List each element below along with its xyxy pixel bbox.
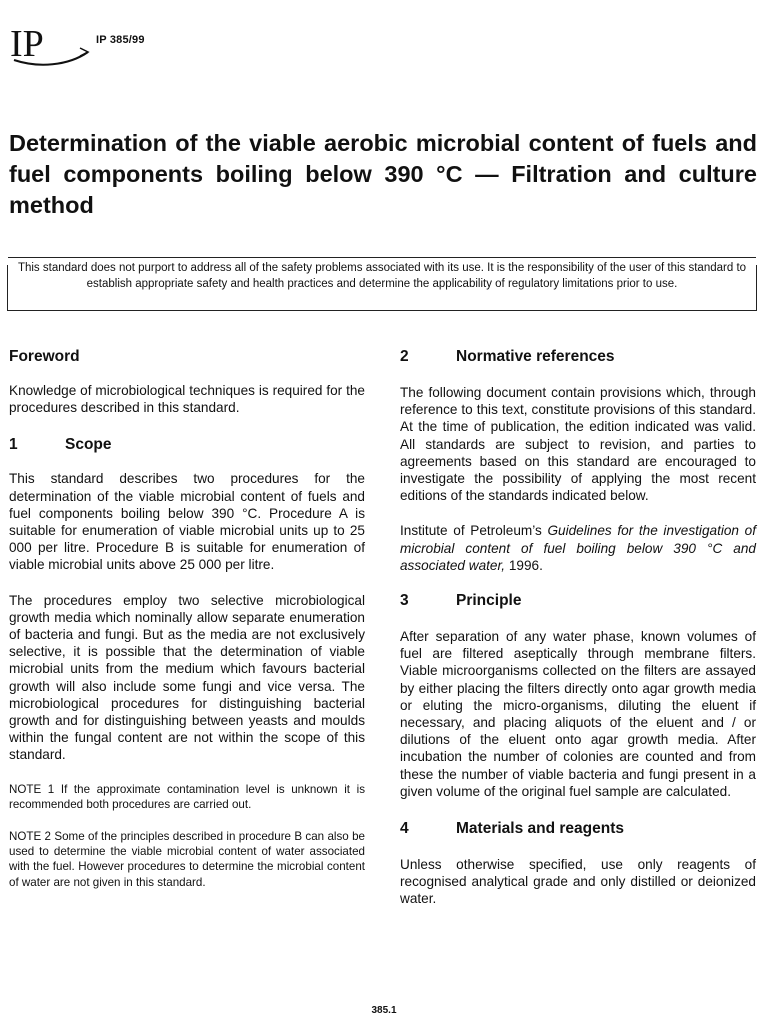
section-heading-foreword (9, 346, 365, 368)
heading-text: Principle (456, 592, 522, 610)
section-heading-normative-references (400, 346, 756, 368)
scope-paragraph-2: The procedures employ two selective microbiological growth media which nominally allow separate enumeration of bacteria and fungi. But as the media are not exclusively selective, it is possible that the determination of viable microbial units from the medium which favours bacterial growth will also include some fungi and vice versa. The microbiological procedures for distinguishing bacterial growth and for distinguishing between yeasts and moulds within the fungal content are not within the scope of this standard. (9, 592, 365, 763)
scope-paragraph-1: This standard describes two procedures for the determination of the viable microbial content of fuels and fuel components boiling below 390 °C. Procedure A is suitable for enumeration of viable microbial units up to 25 000 per litre. Procedure B is suitable for enumeration of viable microbial units above 25 000 per litre. (9, 471, 365, 573)
heading-text: Normative references (456, 348, 615, 365)
reference-year: 1996. (505, 557, 543, 573)
note-1: NOTE 1 If the approximate contamination level is unknown it is recommended both procedures are carried out. (9, 782, 365, 811)
section-heading-scope (9, 434, 365, 456)
page-number: 385.1 (371, 1005, 397, 1016)
document-code: IP 385/99 (96, 34, 145, 46)
normative-reference (400, 522, 756, 574)
ip-logo-mark (8, 24, 90, 68)
reference-title: Guidelines for the investigation of microbial content of fuel boiling below 390 °C and associated water, (400, 523, 756, 573)
heading-text: Scope (65, 436, 112, 454)
section-number: 3 (400, 592, 409, 610)
section-number: 4 (400, 820, 409, 838)
heading-text: Foreword (9, 348, 80, 365)
logo-text: IP (10, 24, 44, 65)
section-heading-principle (400, 590, 756, 612)
document-title: Determination of the viable aerobic microbial content of fuels and fuel components boiling below 390 °C — Filtration and culture method (9, 130, 757, 218)
ip-logo (8, 24, 90, 68)
right-column (400, 346, 756, 908)
section-number: 1 (9, 436, 18, 454)
reference-prefix: Institute of Petroleum’s (400, 523, 548, 539)
heading-text: Materials and reagents (456, 820, 624, 838)
materials-paragraph: Unless otherwise specified, use only reagents of recognised analytical grade and only distilled or deionized water. (400, 857, 756, 907)
normative-paragraph: The following document contain provisions which, through reference to this text, constitute provisions of this standard. At the time of publication, the edition indicated was valid. All standards are subject to revision, and parties to agreements based on this standard are encouraged to investigate the possibility of applying the most recent editions of the standards indicated below. (400, 385, 756, 504)
safety-notice: This standard does not purport to address all of the safety problems associated with its use. It is the responsibility of the user of this standard to establish appropriate safety and health practices and determine the applicability of regulatory limitations prior to use. (8, 257, 756, 311)
section-number: 2 (400, 348, 409, 365)
left-column (9, 346, 365, 890)
note-2: NOTE 2 Some of the principles described in procedure B can also be used to determine the viable microbial content of water associated with the fuel. However procedures to determine the microbial content of water are not given in this standard. (9, 830, 365, 889)
foreword-text: Knowledge of microbiological techniques is required for the procedures described in this standard. (9, 383, 365, 416)
principle-paragraph: After separation of any water phase, known volumes of fuel are filtered aseptically through membrane filters. Viable microorganisms collected on the filters are assayed by either placing the filters directly onto agar growth media or eluting the micro-organisms, diluting the eluent if necessary, and placing aliquots of the eluent and / or dilutions of the eluent onto agar growth media. After incubation the number of colonies are counted and from these the number of viable bacteria and fungi present in a given volume of the original fuel sample are calculated. (400, 629, 756, 799)
section-heading-materials-and-reagents (400, 818, 756, 840)
